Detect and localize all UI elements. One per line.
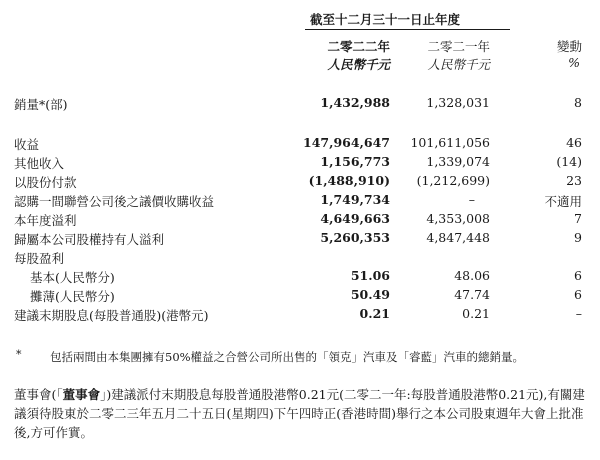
table-row xyxy=(0,306,600,323)
table-row xyxy=(0,211,600,228)
row-label: 其他收入 xyxy=(14,156,65,171)
year-2022-header: 二零二二年 xyxy=(327,39,390,54)
value-2021: 101,611,056 xyxy=(410,135,490,150)
value-change: 不適用 xyxy=(544,194,582,209)
value-change: 7 xyxy=(574,211,582,226)
value-2022: 4,649,663 xyxy=(320,211,390,226)
value-change: 8 xyxy=(574,95,582,110)
value-2022: (1,488,910) xyxy=(308,173,390,188)
row-label: 基本(人民幣分) xyxy=(30,270,115,285)
value-change: 6 xyxy=(574,268,582,283)
value-2022: 1,749,734 xyxy=(320,192,390,207)
value-2022: 51.06 xyxy=(350,268,390,283)
footnote-marker: * xyxy=(16,348,22,361)
table-row xyxy=(0,154,600,171)
value-2022: 1,432,988 xyxy=(320,95,390,110)
unit-2022-header: 人民幣千元 xyxy=(327,57,390,72)
value-2021: 48.06 xyxy=(454,268,490,283)
value-2022: 0.21 xyxy=(359,306,390,321)
unit-2021-header: 人民幣千元 xyxy=(427,57,490,72)
change-header: 變動 xyxy=(556,39,582,54)
value-change: 23 xyxy=(566,173,582,188)
row-label: 每股盈利 xyxy=(14,251,65,266)
table-row xyxy=(0,230,600,247)
unit-change-header: % xyxy=(568,55,580,70)
row-label: 攤薄(人民幣分) xyxy=(30,289,115,304)
table-row xyxy=(0,192,600,209)
table-row xyxy=(0,135,600,152)
row-label: 認購一間聯營公司後之議價收購收益 xyxy=(14,194,215,209)
value-2021: 47.74 xyxy=(454,287,490,302)
period-underline xyxy=(305,29,510,30)
row-label: 以股份付款 xyxy=(14,175,77,190)
row-label: 銷量*(部) xyxy=(14,97,68,112)
value-2022: 147,964,647 xyxy=(303,135,390,150)
value-2021: 0.21 xyxy=(462,306,490,321)
table-row xyxy=(0,249,600,266)
value-change: (14) xyxy=(556,154,582,169)
row-label: 建議末期股息(每股普通股)(港幣元) xyxy=(14,308,209,323)
value-2021: 4,847,448 xyxy=(426,230,490,245)
dividend-paragraph xyxy=(14,385,588,442)
footnote-text: 包括兩間由本集團擁有50%權益之合營公司所出售的「領克」汽車及「睿藍」汽車的總銷量。 xyxy=(50,350,525,364)
value-change: 46 xyxy=(566,135,582,150)
value-2022: 1,156,773 xyxy=(320,154,390,169)
row-label: 收益 xyxy=(14,137,40,152)
value-2022: 50.49 xyxy=(350,287,390,302)
value-change: 9 xyxy=(574,230,582,245)
value-2021: 1,328,031 xyxy=(426,95,490,110)
value-2022: 5,260,353 xyxy=(320,230,390,245)
table-row xyxy=(0,95,600,112)
value-2021: 4,353,008 xyxy=(426,211,490,226)
paragraph-bold-term: 董事會 xyxy=(62,387,101,402)
value-2021: – xyxy=(468,192,475,207)
row-label: 本年度溢利 xyxy=(14,213,77,228)
table-row xyxy=(0,268,600,285)
table-row xyxy=(0,173,600,190)
period-header: 截至十二月三十一日止年度 xyxy=(310,12,461,27)
year-2021-header: 二零二一年 xyxy=(427,39,490,54)
row-label: 歸屬本公司股權持有人溢利 xyxy=(14,232,165,247)
table-row xyxy=(0,287,600,304)
value-2021: 1,339,074 xyxy=(426,154,490,169)
value-change: 6 xyxy=(574,287,582,302)
paragraph-part1: 董事會(「 xyxy=(14,387,63,402)
paragraph-part2: 」)建議派付末期股息每股普通股港幣0.21元(二零二一年:每股普通股港幣0.21元),有關建議須待股東於二零二三年五月二十五日(星期四)下午四時正(香港時間)舉行之本公司股東週年大會上批准後,方可作實。 xyxy=(14,387,585,440)
value-change: – xyxy=(575,306,582,321)
value-2021: (1,212,699) xyxy=(416,173,490,188)
